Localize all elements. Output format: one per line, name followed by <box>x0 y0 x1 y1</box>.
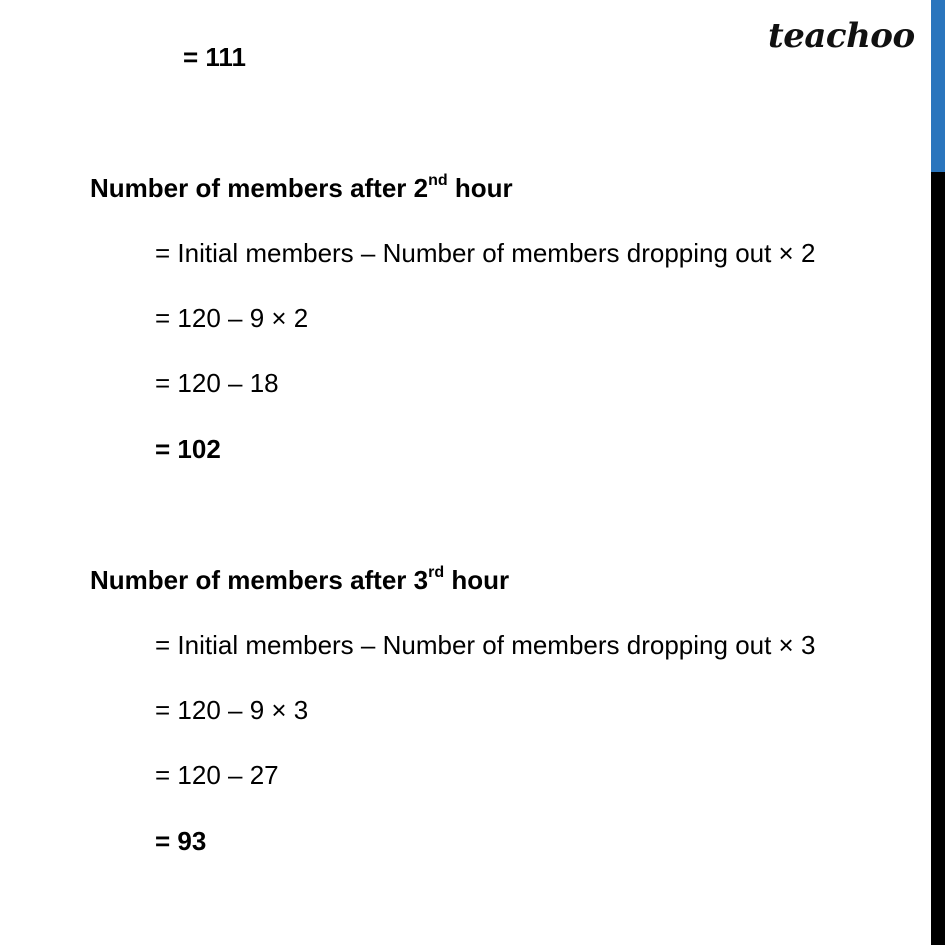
result-line-93: = 93 <box>155 826 207 856</box>
ordinal-suffix: rd <box>428 564 445 582</box>
equation-line: = Initial members – Number of members dropping out × 3 <box>155 630 816 660</box>
result-line-111: = 111 <box>183 42 246 72</box>
heading-text: Number of members after 3 <box>90 565 429 595</box>
heading-third-hour <box>90 565 509 595</box>
heading-text: hour <box>447 173 513 203</box>
sidebar-accent <box>931 0 945 172</box>
heading-second-hour <box>90 173 513 203</box>
heading-text: Number of members after 2 <box>90 173 429 203</box>
heading-text: hour <box>444 565 510 595</box>
ordinal-suffix: nd <box>428 172 448 190</box>
result-line-102: = 102 <box>155 434 221 464</box>
equation-line: = Initial members – Number of members dropping out × 2 <box>155 238 816 268</box>
equation-line: = 120 – 9 × 3 <box>155 695 309 725</box>
equation-line: = 120 – 9 × 2 <box>155 303 309 333</box>
equation-line: = 120 – 18 <box>155 368 279 398</box>
logo: teachoo <box>768 16 915 56</box>
equation-line: = 120 – 27 <box>155 760 279 790</box>
